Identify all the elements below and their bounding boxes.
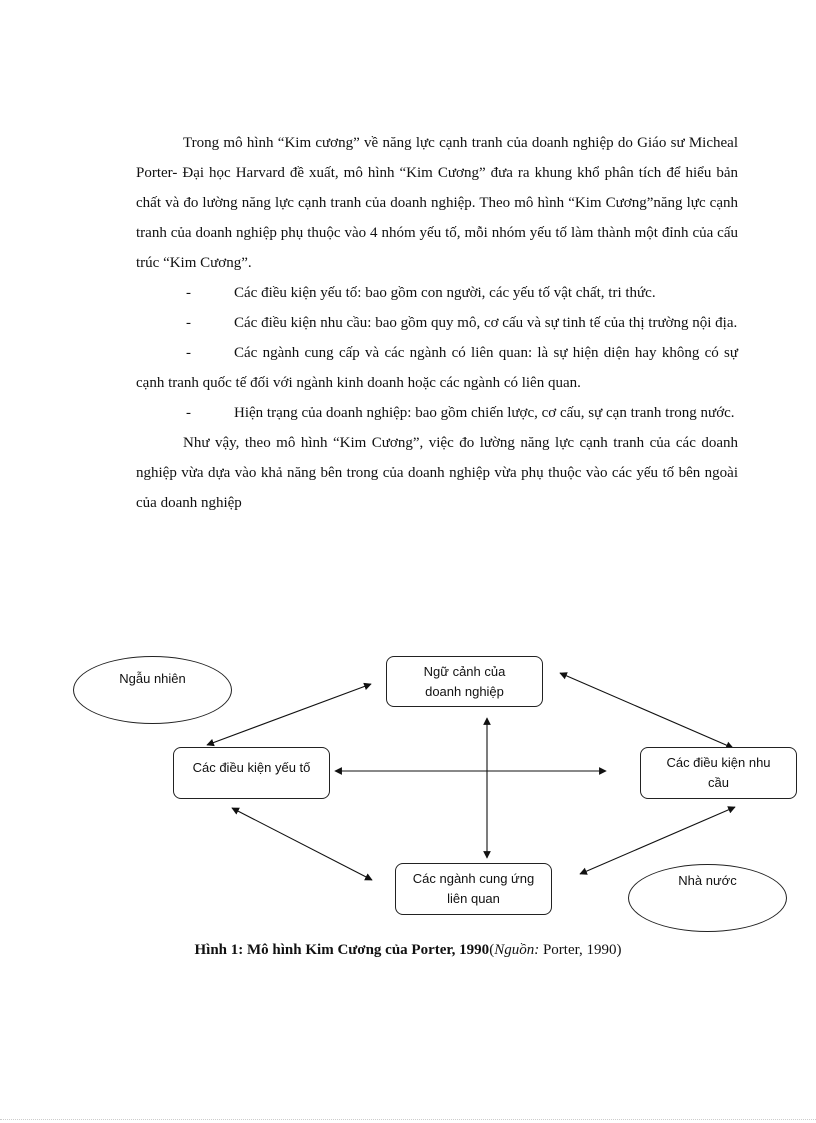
diamond-diagram: [0, 640, 816, 940]
factor-conditions-label: Các điều kiện yếu tố: [192, 760, 311, 775]
related-line2: liên quan: [447, 891, 500, 906]
demand-line1: Các điều kiện nhu: [666, 755, 771, 770]
bullet-text: Hiện trạng của doanh nghiệp: bao gồm chiến lược, cơ cấu, sự cạn tranh trong nước.: [234, 405, 735, 421]
bullet-marker: -: [186, 285, 191, 301]
demand-line2: cầu: [708, 775, 729, 790]
arrow-factor-to-related: [232, 808, 372, 880]
conclusion-paragraph: Như vậy, theo mô hình “Kim Cương”, việc đo lường năng lực cạnh tranh của các doanh nghiệp vừa dựa vào khả năng bên trong của doanh nghiệp vừa phụ thuộc vào các yếu tố bên ngoài của doanh nghiệp: [136, 435, 738, 511]
firm-context-line2: doanh nghiệp: [425, 683, 504, 699]
bullet-text: Các điều kiện yếu tố: bao gồm con người, các yếu tố vật chất, tri thức.: [234, 285, 656, 301]
chance-label: Ngẫu nhiên: [119, 671, 186, 686]
related-industries-box: [395, 863, 552, 915]
bullet-item: [136, 278, 738, 308]
firm-context-box: [386, 656, 543, 707]
related-line1: Các ngành cung ứng: [412, 871, 535, 886]
bullet-text: Các điều kiện nhu cầu: bao gồm quy mô, cơ cấu và sự tinh tế của thị trường nội địa.: [234, 315, 738, 331]
government-label: Nhà nước: [678, 873, 737, 888]
bullet-marker: -: [186, 405, 191, 421]
arrow-context-to-demand: [560, 673, 733, 748]
demand-conditions-box: [640, 747, 797, 799]
caption-source-text: Porter, 1990): [539, 942, 622, 958]
government-ellipse: [628, 864, 787, 932]
page-bottom-divider: [0, 1119, 816, 1120]
bullet-text: Các ngành cung cấp và các ngành có liên quan: là sự hiện diện hay không có sự cạnh tranh quốc tế đối với ngành kinh doanh hoặc các ngành có liên quan.: [136, 345, 738, 391]
bullet-marker: -: [186, 345, 191, 361]
bullet-item: [136, 338, 738, 398]
chance-ellipse: [73, 656, 232, 724]
caption-source-open: (: [489, 942, 495, 958]
firm-context-line1: Ngữ cảnh của: [423, 663, 506, 679]
caption-source-label: Nguồn:: [494, 942, 540, 958]
bullet-item: [136, 398, 738, 428]
intro-paragraph: Trong mô hình “Kim cương” về năng lực cạnh tranh của doanh nghiệp do Giáo sư Micheal Porter- Đại học Harvard đề xuất, mô hình “Kim Cương” đưa ra khung khổ phân tích để hiểu bản chất và đo lường năng lực cạnh tranh của doanh nghiệp. Theo mô hình “Kim Cương”năng lực cạnh tranh của doanh nghiệp phụ thuộc vào 4 nhóm yếu tố, mỗi nhóm yếu tố làm thành một đỉnh của cấu trúc “Kim Cương”.: [136, 135, 738, 271]
body-text: [136, 128, 738, 518]
factor-conditions-box: [173, 747, 330, 799]
bullet-marker: -: [186, 315, 191, 331]
bullet-item: [136, 308, 738, 338]
caption-label: Hình 1: Mô hình Kim Cương của Porter, 1990: [194, 942, 490, 958]
figure-caption: [0, 942, 816, 959]
